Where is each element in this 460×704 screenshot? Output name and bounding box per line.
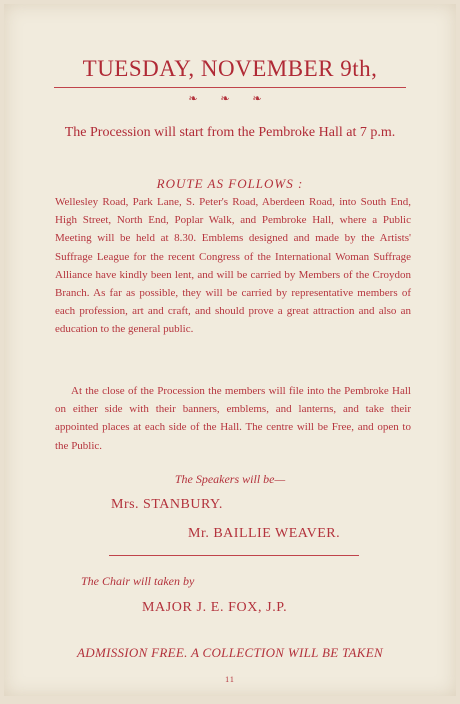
page-title: TUESDAY, NOVEMBER 9th,	[82, 56, 378, 81]
procession-start-notice: The Procession will start from the Pembroke Hall at 7 p.m.	[64, 125, 396, 140]
chair-name: MAJOR J. E. FOX, J.P.	[142, 600, 288, 615]
route-paragraph: Wellesley Road, Park Lane, S. Peter's Road, Aberdeen Road, into South End, High Street, North End, Poplar Walk, and Pembroke Hall, where a Public Meeting will be held at 8.30. Emblems designed and made by the Artists' Suffrage League for the recent Congress of the International Woman Suffrage Alliance have kindly been lent, and will be carried by Members of the Croydon Branch. As far as possible, they will be carried by representative members of each profession, art and craft, and should prove a great attraction and also an education to the general public.	[55, 196, 411, 336]
route-heading: ROUTE AS FOLLOWS :	[156, 176, 304, 191]
admission-notice: ADMISSION FREE. A COLLECTION WILL BE TAKEN	[77, 645, 383, 660]
document-page	[4, 4, 456, 696]
speaker-name: Mr. BAILLIE WEAVER.	[188, 526, 341, 541]
speakers-heading: The Speakers will be—	[174, 472, 286, 486]
title-underline	[54, 87, 406, 88]
section-divider	[109, 555, 359, 556]
chair-heading: The Chair will taken by	[81, 574, 195, 588]
floral-ornament-icon: ❧ ❧ ❧	[188, 93, 272, 105]
page-number: 11	[225, 675, 235, 684]
closing-paragraph: At the close of the Procession the members will file into the Pembroke Hall on either side with their banners, emblems, and lanterns, and take their appointed places at each side of the Hall. The centre will be Free, and open to the Public.	[55, 385, 411, 452]
speaker-name: Mrs. STANBURY.	[111, 497, 223, 512]
